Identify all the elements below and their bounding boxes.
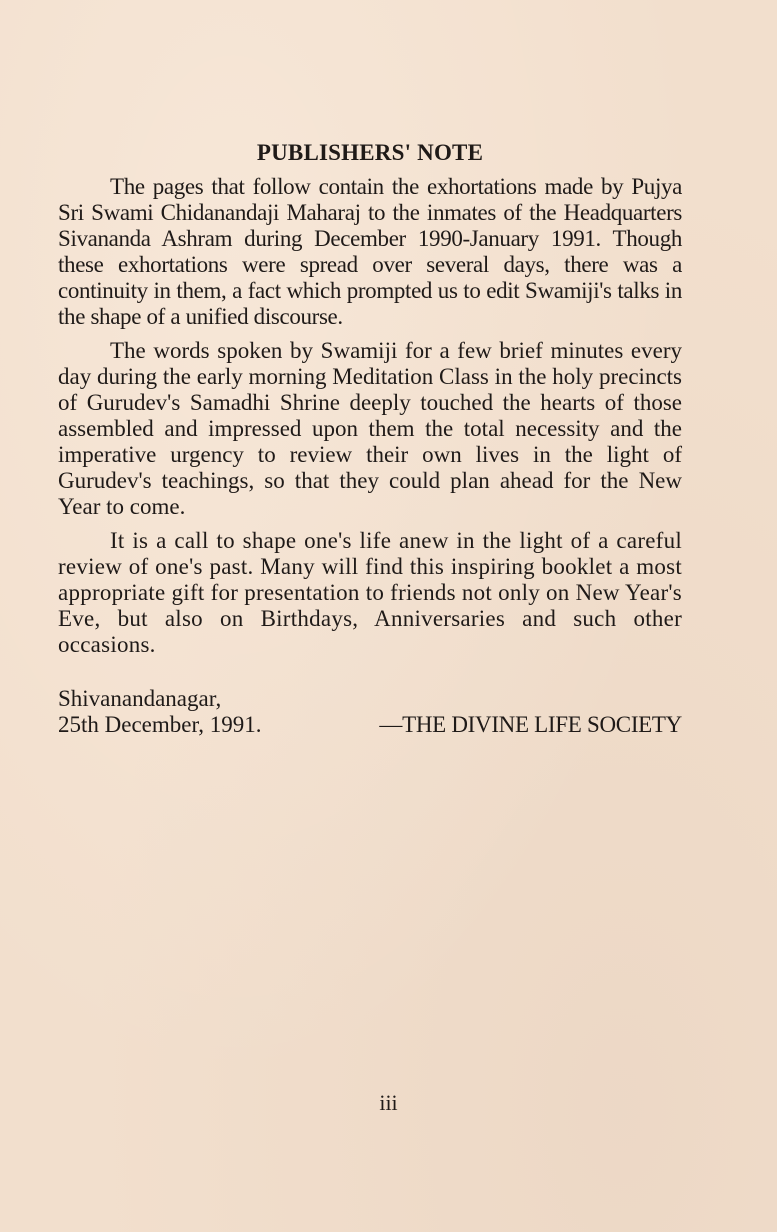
- signoff-row: [58, 712, 682, 738]
- paragraph-3: It is a call to shape one's life anew in the light of a careful review of one's past. Many will find this inspiring booklet a most appropriate gift for presentation to friends not only on New Year's Eve, but also on Birthdays, Anniversaries and such other occasions.: [58, 528, 682, 657]
- page-title: PUBLISHERS' NOTE: [256, 140, 484, 165]
- publishers-note: [58, 138, 682, 738]
- signoff-date: 25th December, 1991.: [58, 712, 262, 737]
- page-number: iii: [379, 1090, 398, 1115]
- paragraph-2: The words spoken by Swamiji for a few brief minutes every day during the early morning Meditation Class in the holy precincts of Gurudev's Samadhi Shrine deeply touched the hearts of those assembled and impressed upon them the total necessity and the imperative urgency to review their own lives in the light of Gurudev's teachings, so that they could plan ahead for the New Year to come.: [58, 338, 682, 519]
- paragraph-1: The pages that follow contain the exhortations made by Pujya Sri Swami Chidanandaji Maharaj to the inmates of the Headquarters Sivananda Ashram during December 1990-January 1991. Though these exhortations were spread over several days, there was a continuity in them, a fact which prompted us to edit Swamiji's talks in the shape of a unified discourse.: [58, 174, 682, 329]
- signoff-publisher: —THE DIVINE LIFE SOCIETY: [379, 712, 682, 737]
- signoff-place: Shivanandanagar,: [58, 686, 222, 711]
- signoff: [58, 686, 682, 738]
